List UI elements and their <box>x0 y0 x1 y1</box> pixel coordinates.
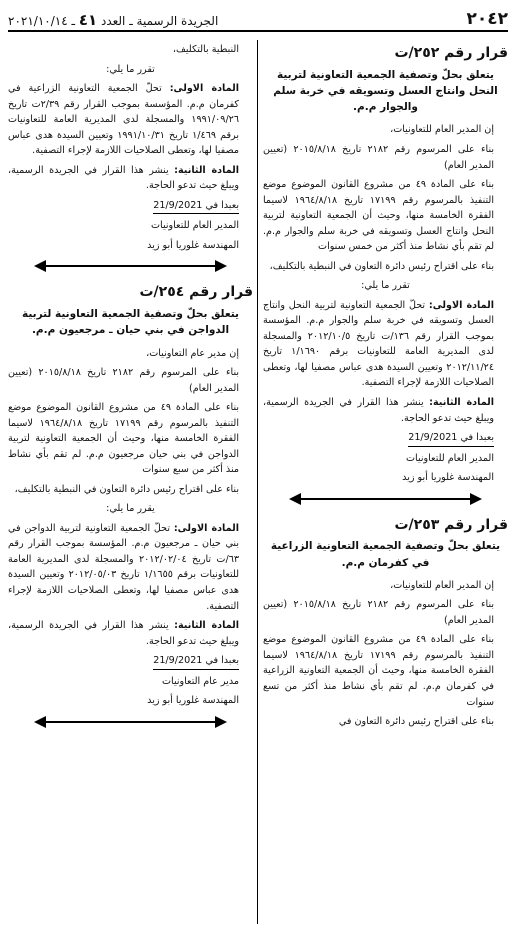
decision-title: قرار رقم ٢٥٤/ت <box>139 284 253 301</box>
article-2-text: ينشر هذا القرار في الجريدة الرسمية، ويبلغ حيث تدعو الحاجة. <box>263 396 494 424</box>
signatory-name: المهندسة غلوريا أبو زيد <box>402 472 494 484</box>
intro: إن مدير عام التعاونيات، <box>146 347 239 359</box>
article-2-label: المادة الثانية: <box>174 164 240 176</box>
signed-date: بعبدا في 21/9/2021 <box>153 653 239 670</box>
article-2 <box>263 395 508 426</box>
article-2-label: المادة الثانية: <box>174 620 240 632</box>
signed-date: بعبدا في 21/9/2021 <box>408 430 494 447</box>
signed-date: بعبدا في 21/9/2021 <box>153 198 239 215</box>
arrow-left-icon <box>34 716 46 728</box>
recital-proposal: بناء على اقتراح رئيس دائرة التعاون في النبطية بالتكليف، <box>14 483 239 495</box>
article-1-label: المادة الاولى: <box>428 299 494 311</box>
signatory-title: المدير العام للتعاونيات <box>150 220 239 232</box>
decides-line: يقرر ما يلي: <box>106 503 155 515</box>
decision-subject: يتعلق بحلّ وتصفية الجمعية التعاونية الزراعية في كفرمان م.م. <box>270 540 501 569</box>
decision-254 <box>8 281 253 708</box>
signatory-name: المهندسة غلوريا أبو زيد <box>147 239 239 251</box>
publication-name: الجريدة الرسمية ـ العدد <box>100 14 219 28</box>
article-1-label: المادة الاولى: <box>173 522 239 534</box>
decision-subject: يتعلق بحلّ وتصفية الجمعية التعاونية لتربية النحل وانتاج العسل وتسويقه في خربة سلم والجوار م.م. <box>273 68 498 114</box>
arrow-right-icon <box>215 260 227 272</box>
recital-law: بناء على المادة ٤٩ من مشروع القانون الموضوع موضع التنفيذ بالمرسوم رقم ١٧١٩٩ تاريخ ١٩٦٤/٨/١٨ لاسيما الفقرة الخامسة منها، وحيث أن الجمعية التعاونية لتربية النحل وانتاج العسل وتسويقه في خربة سلم والجوار م.م. لم تقم بأي نشاط منذ أكثر من خمس سنوات <box>263 179 495 253</box>
section-divider <box>263 492 508 506</box>
decision-253-continued <box>8 42 253 253</box>
decision-252 <box>263 42 508 486</box>
article-2-text: ينشر هذا القرار في الجريدة الرسمية، ويبلغ حيث تدعو الحاجة. <box>8 620 239 647</box>
decides-line: تقرر ما يلي: <box>361 280 410 292</box>
issue-number: ٤١ <box>78 11 98 29</box>
article-2-text: ينشر هذا القرار في الجريدة الرسمية، ويبلغ حيث تدعو الحاجة. <box>8 164 239 192</box>
proposal-continued: النبطية بالتكليف، <box>172 44 239 55</box>
recital-proposal: بناء على اقتراح رئيس دائرة التعاون في النبطية بالتكليف، <box>269 260 494 272</box>
signatory-title: المدير العام للتعاونيات <box>405 452 494 464</box>
decision-subject: يتعلق بحلّ وتصفية الجمعية التعاونية لتربية الدواجن في بني حيان ـ مرجعيون م.م. <box>22 308 239 337</box>
article-2 <box>8 618 253 649</box>
article-1-label: المادة الاولى: <box>169 83 239 95</box>
article-1 <box>263 298 508 391</box>
recital-law: بناء على المادة ٤٩ من مشروع القانون الموضوع موضع التنفيذ بالمرسوم رقم ١٧١٩٩ تاريخ ١٩٦٤/٨/١٨ لاسيما الفقرة الخامسة منها، وحيث أن الجمعية التعاونية الزراعية في كفرمان م.م. لم تقم بأي نشاط منذ أكثر من تسع سنوات <box>263 634 495 708</box>
arrow-right-icon <box>470 493 482 505</box>
arrow-right-icon <box>215 716 227 728</box>
column-rule <box>257 40 258 924</box>
running-title <box>8 8 218 32</box>
right-column <box>263 42 508 734</box>
section-divider <box>8 259 253 273</box>
recital-decree: بناء على المرسوم رقم ٢١٨٢ تاريخ ٢٠١٥/٨/١٨ (تعيين المدير العام) <box>8 367 240 394</box>
recital-law: بناء على المادة ٤٩ من مشروع القانون الموضوع موضع التنفيذ بالمرسوم رقم ١٧١٩٩ تاريخ ١٩٦٤/٨/١٨ لاسيما الفقرة الخامسة منها، وحيث أن الجمعية التعاونية لتربية الدواجن في بني حيان مرجعيون م.م. لم تقم بأي نشاط منذ أكثر من سبع سنوات <box>8 402 240 476</box>
article-2-label: المادة الثانية: <box>429 396 495 408</box>
issue-date: ـ ٢٠٢١/١٠/١٤ <box>8 14 75 28</box>
recital-proposal-partial: بناء على اقتراح رئيس دائرة التعاون في <box>338 716 494 728</box>
signatory-title: مدير عام التعاونيات <box>161 675 239 687</box>
page-header <box>8 6 508 32</box>
article-1 <box>8 81 253 159</box>
recital-decree: بناء على المرسوم رقم ٢١٨٢ تاريخ ٢٠١٥/٨/١٨ (تعيين المدير العام) <box>263 599 495 626</box>
page-number: ٢٠٤٢ <box>466 9 508 29</box>
intro: إن المدير العام للتعاونيات، <box>390 124 494 136</box>
arrow-left-icon <box>34 260 46 272</box>
recital-decree: بناء على المرسوم رقم ٢١٨٢ تاريخ ٢٠١٥/٨/١٨ (تعيين المدير العام) <box>263 144 495 171</box>
decides-line: تقرر ما يلي: <box>106 63 155 75</box>
decision-title: قرار رقم ٢٥٣/ت <box>394 516 508 533</box>
article-1-text: تحلّ الجمعية التعاونية لتربية النحل وانتاج العسل وتسويقه في خربة سلم والجوار م.م. المؤسسة بموجب القرار رقم ١٣٦/ت تاريخ ٢٠١٢/١٠/٥ والمسجلة لدى المديرية العامة للتعاونيات برقم ١/١٦٩٠ تاريخ ٢٠١٢/١١/٢٤ وتعيين السيدة هدى عباس مصفيا لها، وتعطى الصلاحيات اللازمة لإجراء التصفية. <box>263 299 495 389</box>
section-divider <box>8 715 253 729</box>
decision-253 <box>263 514 508 730</box>
decision-title: قرار رقم ٢٥٢/ت <box>394 45 508 61</box>
article-1-text: تحلّ الجمعية التعاونية الزراعية في كفرمان م.م. المؤسسة بموجب القرار رقم ٢/٣٩ت تاريخ ١٩٩١/٠٩/٢٦ والمسجلة لدى المديرية العامة للتعاونيات برقم ١/٤٦٩ تاريخ ١٩٩١/١٠/٣١ وتعيين السيدة هدى عباس مصفيا لها، وتعطى الصلاحيات اللازمة لإجراء التصفية. <box>8 83 240 157</box>
article-1-text: تحلّ الجمعية التعاونية لتربية الدواجن في بني حيان ـ مرجعيون م.م. المؤسسة بموجب القرار رقم ٦٣/ت تاريخ ٢٠١٢/٠٢/٠٤ والمسجلة لدى المديرية العامة للتعاونيات برقم ١/١٦٥٥ تاريخ ٢٠١٢/٠٥/٠٣ وتعيين السيدة هدى عباس مصفيا لها، وتعطى الصلاحيات اللازمة لإجراء التصفية. <box>8 522 239 612</box>
intro: إن المدير العام للتعاونيات، <box>390 579 494 591</box>
article-1 <box>8 521 253 614</box>
signatory-name: المهندسة غلوريا أبو زيد <box>147 695 239 707</box>
arrow-left-icon <box>289 493 301 505</box>
article-2 <box>8 163 253 194</box>
left-column <box>8 42 253 737</box>
